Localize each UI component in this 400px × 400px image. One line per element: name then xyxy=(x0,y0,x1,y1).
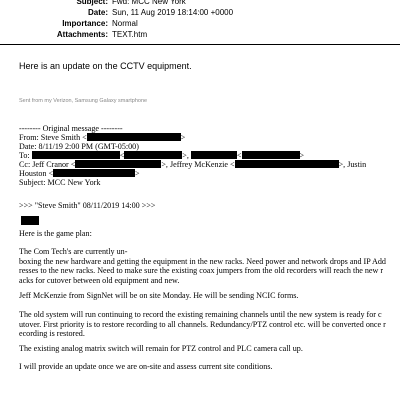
paragraph-line: boxing the new hardware and getting the equipment in the new racks. Need power and network drops and IP Add xyxy=(19,256,386,266)
from-tail: > xyxy=(180,133,186,142)
subject-line: Subject: MCC New York xyxy=(19,178,101,187)
greeting: Here is the game plan: xyxy=(19,229,92,238)
to-separator: < xyxy=(236,151,242,160)
redaction-bar xyxy=(75,160,161,168)
paragraph-matrix-switch: The existing analog matrix switch will remain for PTZ control and PLC camera call up. xyxy=(19,344,303,353)
header-row-date xyxy=(0,7,400,18)
header-row-attachments xyxy=(0,29,400,40)
paragraph-line: The old system will run continuing to record the existing remaining channels until the new system is ready for c xyxy=(19,310,382,319)
header-row-subject xyxy=(0,0,400,7)
from-label: From: Steve Smith < xyxy=(19,133,87,142)
header-value: Normal xyxy=(112,19,138,28)
redaction-bar xyxy=(235,160,339,168)
paragraph-old-system xyxy=(19,310,393,339)
paragraph-line: utover. First priority is to restore recording to all channels. Redundancy/PTZ control etc. will be converted once r xyxy=(19,319,386,329)
cc-label: Cc: Jeff Cranor < xyxy=(19,160,76,169)
redaction-bar xyxy=(32,151,120,159)
redaction-bar xyxy=(53,169,135,177)
paragraph-line: acks for cutover between old equipment and new. xyxy=(19,275,180,285)
to-label: To: xyxy=(19,151,30,160)
quote-redaction xyxy=(21,211,39,229)
redaction-bar xyxy=(21,216,39,225)
quote-line: >>> "Steve Smith" 08/11/2019 14:00 >>> xyxy=(19,201,156,210)
redaction-bar xyxy=(242,151,300,159)
header-label: Importance: xyxy=(62,19,108,28)
header-label: Date: xyxy=(87,8,108,17)
redaction-bar xyxy=(87,133,181,141)
redaction-bar xyxy=(191,151,237,159)
cc2-label: Houston < xyxy=(19,169,54,178)
header-row-importance xyxy=(0,18,400,29)
date-line: Date: 8/11/19 2:00 PM (GMT-05:00) xyxy=(19,142,139,151)
paragraph-com-techs xyxy=(19,247,393,285)
header-label: Subject: xyxy=(76,0,108,6)
to-separator: >, xyxy=(182,151,189,160)
header-label: Attachments: xyxy=(56,30,108,39)
to-tail: > xyxy=(299,151,305,160)
cc2-tail: > xyxy=(135,169,140,178)
paragraph-update: I will provide an update once we are on-site and assess current site conditions. xyxy=(19,362,273,371)
intro-text: Here is an update on the CCTV equipment. xyxy=(19,61,192,71)
paragraph-signet: Jeff McKenzie from SignNet will be on site Monday. He will be sending NCIC forms. xyxy=(19,291,299,300)
original-message-marker: -------- Original message -------- xyxy=(19,124,123,133)
redaction-bar xyxy=(124,151,182,159)
cc-mid: >, Jeffrey McKenzie < xyxy=(161,160,235,169)
paragraph-line: resses to the new racks. Need to make sure the existing coax jumpers from the old recorders will reach the new r xyxy=(19,266,384,276)
paragraph-line: The Com Tech's are currently un- xyxy=(19,247,128,256)
header-divider xyxy=(0,44,400,45)
header-value: Sun, 11 Aug 2019 18:14:00 +0000 xyxy=(112,8,234,17)
header-value: TEXT.htm xyxy=(112,30,148,39)
sent-from-signature: Sent from my Verizon, Samsung Galaxy smartphone xyxy=(19,98,148,104)
header-value: Fwd: MCC New York xyxy=(112,0,186,6)
paragraph-line: ecording is restored. xyxy=(19,329,85,339)
cc-tail: >, Justin xyxy=(338,160,367,169)
to-separator: < xyxy=(119,151,125,160)
